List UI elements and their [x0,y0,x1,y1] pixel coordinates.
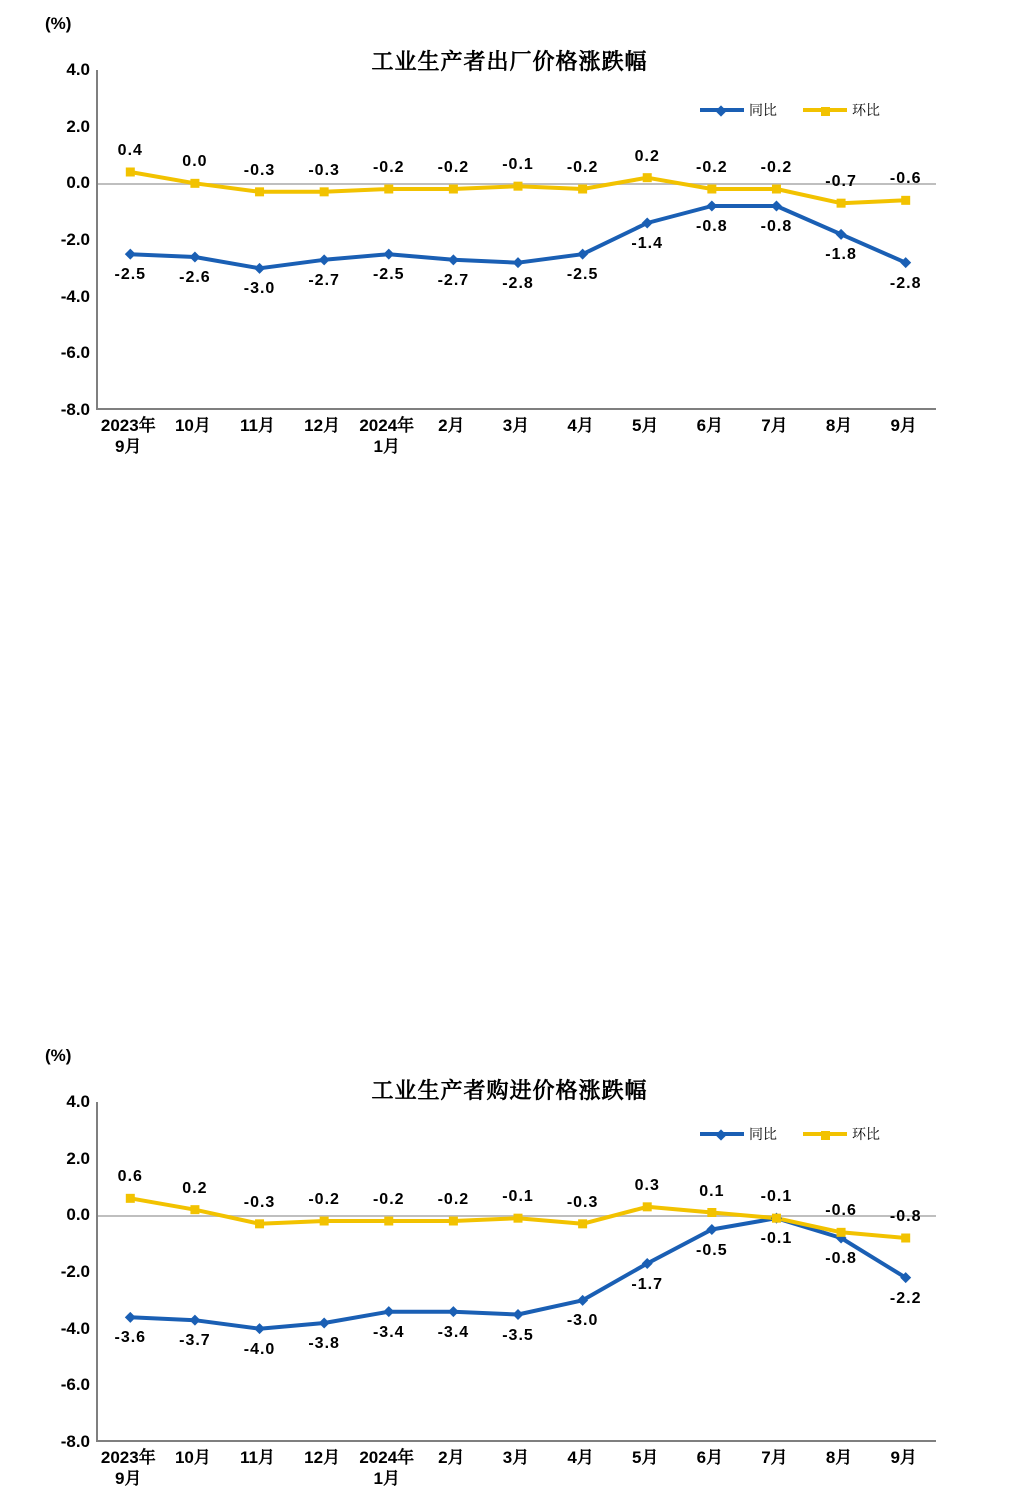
data-label: 0.6 [117,1168,143,1186]
data-label: -2.7 [308,271,340,289]
y-axis-tick: -8.0 [60,1432,90,1451]
y-axis-tick: 4.0 [66,60,90,79]
data-label: -0.2 [372,1191,405,1208]
series-marker-mom [901,1234,910,1243]
series-marker-mom [772,185,781,194]
legend-swatch-mom [803,108,847,112]
y-axis-tick: 0.0 [66,173,90,193]
data-label: -3.0 [243,280,276,298]
data-label: -0.2 [437,1191,470,1208]
y-axis-unit: (%) [45,1046,72,1065]
data-label: -0.2 [760,159,793,176]
data-label: -0.2 [566,159,599,176]
data-label: -3.4 [372,1323,405,1341]
series-marker-mom [190,179,199,188]
data-label: -3.5 [502,1326,534,1344]
y-axis-tick: -4.0 [60,1318,90,1338]
series-marker-mom [707,185,716,194]
chart-legend [700,1124,880,1144]
x-axis-label: 12月 [304,1448,341,1467]
x-axis-label: 4月 [567,1448,594,1467]
x-axis-label: 9月 [890,1448,917,1467]
data-label: -2.5 [566,266,599,284]
series-marker-mom [707,1208,716,1217]
data-label: -3.4 [437,1323,470,1341]
legend-label-yoy: 同比 [749,102,777,118]
series-marker-yoy [706,201,717,212]
data-label: -3.8 [308,1335,340,1352]
series-lines [98,70,938,410]
x-axis-label: 6月 [696,416,724,435]
series-marker-yoy [125,1312,136,1323]
x-axis-label: 12月 [304,416,341,435]
data-label: -0.7 [825,173,857,191]
data-label: -0.1 [760,1188,793,1206]
data-label: -0.3 [308,161,340,179]
legend-swatch-yoy [700,108,744,112]
series-lines [98,1102,938,1442]
series-marker-yoy [189,1315,200,1326]
y-axis-tick: -2.0 [60,1262,90,1281]
data-label: -0.3 [566,1193,599,1211]
series-marker-mom [643,1202,652,1211]
data-label: -0.8 [889,1208,922,1225]
data-label: 0.3 [634,1176,660,1194]
data-label: 0.0 [182,153,208,171]
series-marker-yoy [448,1306,459,1317]
data-label: -0.1 [760,1230,793,1248]
legend-item-yoy[interactable] [700,100,777,120]
legend-item-yoy[interactable] [700,1124,777,1144]
series-marker-mom [320,187,329,196]
series-marker-mom [190,1205,199,1214]
series-marker-yoy [254,263,265,274]
y-axis-tick: -6.0 [60,1375,90,1395]
series-marker-mom [320,1217,329,1226]
x-axis-label: 6月 [696,1448,724,1467]
data-label: -0.8 [825,1250,857,1267]
data-label: -0.2 [437,159,470,176]
legend-label-mom: 环比 [852,1126,880,1142]
y-axis-tick: 4.0 [66,1092,90,1111]
x-axis-label: 2024年 1月 [359,416,415,457]
chart-title: 工业生产者出厂价格涨跌幅 [371,49,648,74]
data-label: -4.0 [243,1340,276,1358]
data-label: -0.3 [243,161,276,179]
data-label: -0.3 [243,1193,276,1211]
x-axis-label: 2月 [438,416,465,435]
data-label: -2.5 [114,266,147,284]
data-label: 0.1 [699,1182,725,1200]
series-marker-yoy [900,257,911,268]
y-axis-tick: 2.0 [66,1148,90,1168]
legend-item-mom[interactable] [803,100,880,120]
y-axis-tick: 0.0 [66,1205,90,1225]
series-marker-yoy [254,1323,265,1334]
series-marker-mom [384,185,393,194]
data-label: -2.7 [437,271,470,289]
data-label: -0.2 [372,159,405,176]
legend-label-mom: 环比 [852,102,880,118]
chart-title: 工业生产者购进价格涨跌幅 [371,1078,648,1103]
data-label: -0.2 [696,159,728,176]
series-marker-mom [449,185,458,194]
plot-area [60,1092,936,1451]
x-axis-label: 3月 [502,416,530,435]
legend-label-yoy: 同比 [749,1126,777,1142]
data-label: -1.8 [825,246,857,264]
x-axis-label: 2023年 9月 [100,416,156,457]
data-label: -3.7 [179,1332,211,1350]
data-label: 0.2 [182,1179,208,1197]
x-axis-label: 3月 [502,1448,530,1467]
data-label: -2.8 [889,274,922,292]
x-axis-label: 11月 [240,416,276,435]
x-axis-label: 8月 [825,416,853,435]
series-marker-yoy [513,1309,524,1320]
series-marker-yoy [189,252,200,263]
data-label: -3.0 [566,1312,599,1330]
x-axis-label: 2024年 1月 [359,1448,415,1489]
data-label: -0.5 [696,1241,728,1259]
x-axis-label: 4月 [567,416,594,435]
series-marker-mom [578,185,587,194]
data-label: -1.4 [631,235,664,252]
series-marker-mom [578,1219,587,1228]
series-marker-yoy [383,249,394,260]
y-axis-unit: (%) [45,14,72,33]
data-label: -2.2 [889,1289,922,1307]
data-label: 0.2 [634,147,660,165]
y-axis-tick: -2.0 [60,230,90,249]
data-label: -0.2 [308,1191,340,1208]
y-axis-tick: -4.0 [60,286,90,306]
data-label: -2.8 [502,274,534,292]
series-marker-yoy [319,1318,330,1329]
data-label: -0.6 [825,1202,857,1220]
x-axis-label: 8月 [825,1448,853,1467]
y-axis-tick: -6.0 [60,343,90,363]
series-marker-mom [255,187,264,196]
legend-item-mom[interactable] [803,1124,880,1144]
y-axis-tick: 2.0 [66,116,90,136]
series-marker-yoy [125,249,136,260]
series-marker-mom [514,1214,523,1223]
series-marker-yoy [383,1306,394,1317]
legend-swatch-yoy [700,1132,744,1136]
series-marker-mom [901,196,910,205]
series-marker-mom [837,199,846,208]
data-label: -0.8 [696,218,728,235]
series-marker-mom [255,1219,264,1228]
x-axis-label: 5月 [631,416,659,435]
x-axis-label: 5月 [631,1448,659,1467]
data-label: 0.4 [117,142,143,159]
chart-ppi-purchase [0,512,1019,1489]
x-axis-label: 7月 [761,1448,788,1467]
series-marker-mom [449,1217,458,1226]
series-marker-mom [384,1217,393,1226]
series-marker-yoy [513,257,524,268]
data-label: -0.1 [502,1188,534,1206]
x-axis-label: 2月 [438,1448,465,1467]
data-label: -2.6 [179,269,211,286]
series-marker-yoy [319,254,330,265]
series-marker-yoy [448,254,459,265]
x-axis-label: 9月 [890,416,917,435]
legend-swatch-mom [803,1132,847,1136]
x-axis-label: 7月 [761,416,788,435]
series-marker-mom [126,168,135,177]
data-label: -3.6 [114,1329,147,1347]
chart-ppi-factory [0,0,1019,500]
data-label: -0.1 [502,156,534,174]
series-marker-mom [643,173,652,182]
data-label: -2.5 [372,266,405,284]
data-label: -1.7 [631,1275,664,1293]
x-axis-label: 2023年 9月 [100,1448,156,1489]
series-marker-mom [514,182,523,191]
x-axis-label: 10月 [174,416,211,435]
data-label: -0.8 [760,218,793,235]
x-axis-label: 11月 [240,1448,276,1467]
x-axis-label: 10月 [174,1448,211,1467]
chart-legend [700,100,880,120]
data-label: -0.6 [889,170,922,188]
series-marker-mom [837,1228,846,1237]
series-marker-mom [126,1194,135,1203]
y-axis-tick: -8.0 [60,400,90,419]
series-marker-mom [772,1214,781,1223]
